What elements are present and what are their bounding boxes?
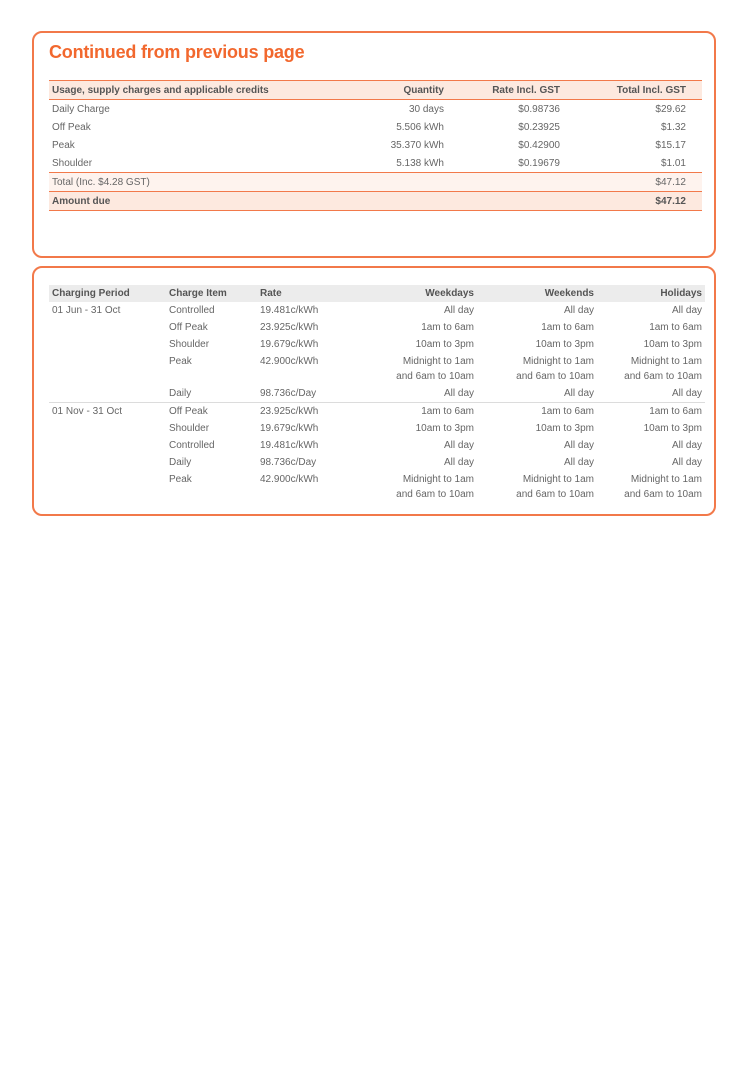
- charge-quantity: 35.370 kWh: [390, 139, 444, 151]
- table-row: [49, 118, 702, 136]
- charge-total: $29.62: [655, 103, 686, 115]
- charge-rate: 98.736c/Day: [260, 388, 317, 399]
- table-header-row: [49, 285, 705, 302]
- charge-item: Off Peak: [52, 121, 91, 133]
- weekends-time: [477, 353, 597, 385]
- charging-period: [49, 437, 166, 454]
- col-header-item: Usage, supply charges and applicable credits: [49, 81, 331, 100]
- time-line: Midnight to 1am: [402, 474, 474, 485]
- charge-quantity: 5.138 kWh: [396, 157, 444, 169]
- amount-due-value: $47.12: [563, 192, 702, 211]
- charge-item: Daily: [169, 457, 192, 468]
- charge-rate: $0.42900: [518, 139, 560, 151]
- amount-due-row: [49, 192, 702, 211]
- col-header-rate: Rate Incl. GST: [447, 81, 563, 100]
- usage-charges-panel: [32, 31, 716, 258]
- weekends-time: All day: [563, 305, 594, 316]
- charge-rate: 19.481c/kWh: [260, 305, 319, 316]
- table-row: [49, 353, 705, 385]
- holidays-time: 10am to 3pm: [643, 423, 702, 434]
- charge-rate: 42.900c/kWh: [260, 356, 319, 367]
- charging-period: [49, 420, 166, 437]
- table-row: [49, 100, 702, 119]
- charge-total: $1.32: [660, 121, 686, 133]
- holidays-time: 10am to 3pm: [643, 339, 702, 350]
- table-row: [49, 319, 705, 336]
- weekdays-time: 1am to 6am: [343, 403, 477, 421]
- charge-item: Peak: [169, 356, 192, 367]
- charge-item: Controlled: [169, 305, 215, 316]
- time-line: Midnight to 1am: [402, 356, 474, 367]
- holidays-time: 1am to 6am: [649, 322, 702, 333]
- charging-period: 01 Jun - 31 Oct: [52, 305, 121, 316]
- time-line: and 6am to 10am: [624, 371, 702, 382]
- weekends-time: [477, 471, 597, 503]
- col-header-weekdays: Weekdays: [343, 285, 477, 302]
- weekends-time: 1am to 6am: [477, 403, 597, 421]
- col-header-quantity: Quantity: [331, 81, 447, 100]
- time-line: and 6am to 10am: [516, 489, 594, 500]
- time-line: and 6am to 10am: [396, 371, 474, 382]
- table-row: [49, 420, 705, 437]
- weekends-time: All day: [563, 388, 594, 399]
- charge-item: Shoulder: [169, 423, 210, 434]
- charging-period: 01 Nov - 31 Oct: [49, 403, 166, 421]
- charge-item: Controlled: [169, 440, 215, 451]
- charging-period: [49, 471, 166, 503]
- weekdays-time: All day: [443, 457, 474, 468]
- tariff-schedule-panel: [32, 266, 716, 516]
- time-line: Midnight to 1am: [522, 356, 594, 367]
- weekdays-time: 10am to 3pm: [415, 423, 474, 434]
- charge-item: Peak: [169, 474, 192, 485]
- tariff-schedule-table: [49, 285, 705, 503]
- weekends-time: 10am to 3pm: [535, 339, 594, 350]
- charging-period: [49, 385, 166, 403]
- col-header-charge-item: Charge Item: [166, 285, 257, 302]
- time-line: and 6am to 10am: [516, 371, 594, 382]
- weekdays-time: All day: [443, 305, 474, 316]
- weekdays-time: 1am to 6am: [421, 322, 474, 333]
- charge-rate: $0.19679: [518, 157, 560, 169]
- charging-period: [49, 336, 166, 353]
- holidays-time: All day: [671, 388, 702, 399]
- time-line: and 6am to 10am: [624, 489, 702, 500]
- weekdays-time: All day: [443, 440, 474, 451]
- charge-total: $1.01: [660, 157, 686, 169]
- charging-period: [49, 319, 166, 336]
- charge-rate: 42.900c/kWh: [260, 474, 319, 485]
- charge-item: Off Peak: [166, 403, 257, 421]
- holidays-time: All day: [671, 440, 702, 451]
- holidays-time: [597, 353, 705, 385]
- holidays-time: [597, 471, 705, 503]
- holidays-time: 1am to 6am: [597, 403, 705, 421]
- holidays-time: All day: [671, 305, 702, 316]
- col-header-rate: Rate: [257, 285, 343, 302]
- weekends-time: All day: [563, 457, 594, 468]
- table-header-row: [49, 81, 702, 100]
- charge-quantity: 5.506 kWh: [396, 121, 444, 133]
- total-value: $47.12: [563, 173, 702, 192]
- table-row: [49, 471, 705, 503]
- charge-rate: 19.679c/kWh: [260, 339, 319, 350]
- charge-item: Shoulder: [52, 157, 93, 169]
- weekends-time: All day: [563, 440, 594, 451]
- charge-rate: 23.925c/kWh: [257, 403, 343, 421]
- amount-due-label: Amount due: [49, 192, 331, 211]
- table-row: [49, 437, 705, 454]
- weekdays-time: All day: [443, 388, 474, 399]
- charge-quantity: 30 days: [408, 103, 444, 115]
- weekends-time: 1am to 6am: [541, 322, 594, 333]
- time-line: Midnight to 1am: [630, 356, 702, 367]
- weekdays-time: [343, 353, 477, 385]
- section-heading: Continued from previous page: [49, 42, 305, 62]
- charge-item: Peak: [52, 139, 75, 151]
- charge-rate: 98.736c/Day: [260, 457, 317, 468]
- time-line: Midnight to 1am: [522, 474, 594, 485]
- time-line: Midnight to 1am: [630, 474, 702, 485]
- charge-rate: 19.481c/kWh: [260, 440, 319, 451]
- table-row: [49, 136, 702, 154]
- time-line: and 6am to 10am: [396, 489, 474, 500]
- weekdays-time: [343, 471, 477, 503]
- weekdays-time: 10am to 3pm: [415, 339, 474, 350]
- charge-item: Shoulder: [169, 339, 210, 350]
- holidays-time: All day: [671, 457, 702, 468]
- total-row: [49, 173, 702, 192]
- table-row: [49, 403, 705, 421]
- charge-rate: 19.679c/kWh: [260, 423, 319, 434]
- charge-rate: $0.23925: [518, 121, 560, 133]
- col-header-total: Total Incl. GST: [563, 81, 702, 100]
- charge-item: Daily: [169, 388, 192, 399]
- col-header-period: Charging Period: [49, 285, 166, 302]
- total-label: Total (Inc. $4.28 GST): [49, 173, 331, 192]
- col-header-weekends: Weekends: [477, 285, 597, 302]
- charging-period: [49, 454, 166, 471]
- charge-rate: 23.925c/kWh: [260, 322, 319, 333]
- col-header-holidays: Holidays: [597, 285, 705, 302]
- charge-rate: $0.98736: [518, 103, 560, 115]
- charge-item: Off Peak: [169, 322, 208, 333]
- charge-total: $15.17: [655, 139, 686, 151]
- usage-charges-table: [49, 80, 702, 211]
- weekends-time: 10am to 3pm: [535, 423, 594, 434]
- table-row: [49, 302, 705, 319]
- table-row: [49, 336, 705, 353]
- table-row: [49, 454, 705, 471]
- table-row: [49, 385, 705, 403]
- table-row: [49, 154, 702, 173]
- charge-item: Daily Charge: [52, 103, 110, 115]
- charging-period: [49, 353, 166, 385]
